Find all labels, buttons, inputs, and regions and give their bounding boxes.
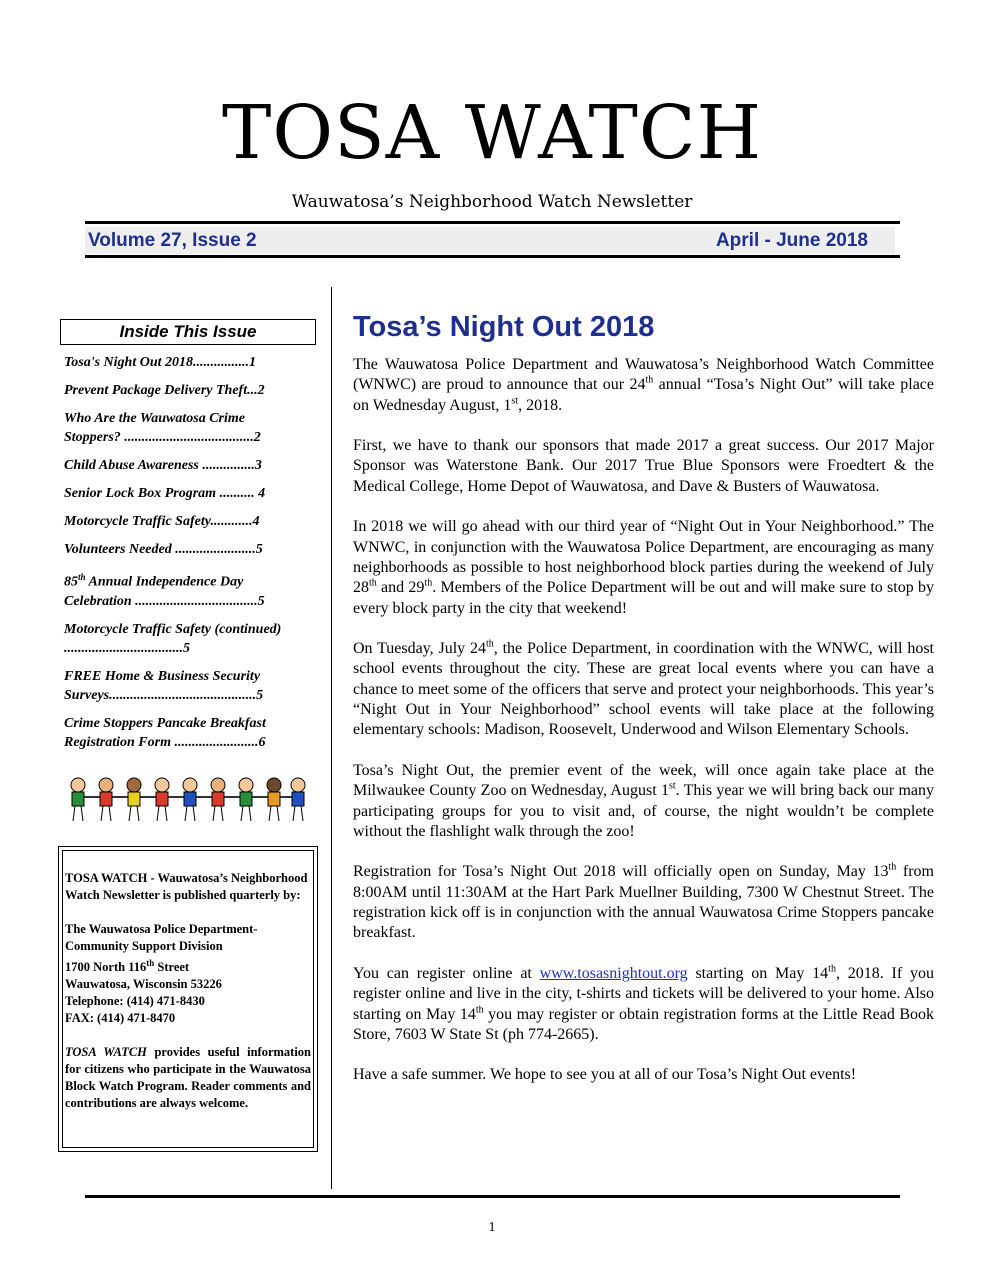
toc-item[interactable]: Child Abuse Awareness ...............3 — [64, 458, 262, 473]
website-link[interactable]: www.tosasnightout.org — [539, 964, 688, 982]
article-body — [353, 355, 934, 1106]
toc-item[interactable]: Tosa's Night Out 2018................1 — [64, 355, 257, 370]
header-rule-top — [85, 221, 900, 224]
table-of-contents — [64, 353, 298, 761]
column-divider — [331, 287, 332, 1189]
article-paragraph: Registration for Tosa’s Night Out 2018 will officially open on Sunday, May 13th from 8:00AM until 11:30AM at the Hart Park Muellner Building, 7300 W Chestnut Street. The registration kick off is in conjunction with the annual Wauwatosa Crime Stoppers pancake breakfast. — [353, 862, 934, 942]
toc-item[interactable]: Crime Stoppers Pancake Breakfast Registration Form ........................6 — [64, 715, 266, 750]
article-paragraph: You can register online at www.tosasnightout.org starting on May 14th, 2018. If you register online and live in the city, t-shirts and tickets will be delivered to your home. Also starting on May 14th you may register or obtain registration forms at the Little Read Book Store, 7603 W State St (ph 774-2665). — [353, 963, 934, 1043]
page-number: 1 — [488, 1220, 496, 1235]
volume-issue: Volume 27, Issue 2 — [88, 230, 257, 251]
toc-item[interactable]: Prevent Package Delivery Theft...2 — [64, 383, 265, 398]
info-address: The Wauwatosa Police Department- Community Support Division 1700 North 116th Street Wauwatosa, Wisconsin 53226 Telephone: (414) 471-8430 FAX: (414) 471-8470 — [65, 922, 258, 1026]
toc-item[interactable]: 85th Annual Independence Day Celebration ...................................5 — [64, 572, 265, 609]
article-paragraph: Tosa’s Night Out, the premier event of the week, will once again take place at the Milwaukee County Zoo on Wednesday, August 1st. This year we will bring back our many participating groups for you to visit and, of course, the night wouldn’t be complete without the flashlight walk through the zoo! — [353, 761, 934, 840]
toc-item[interactable]: Motorcycle Traffic Safety (continued) ..................................5 — [64, 621, 282, 656]
newsletter-title: TOSA WATCH — [222, 90, 762, 176]
publisher-info — [65, 870, 311, 1129]
article-paragraph: Have a safe summer. We hope to see you at all of our Tosa’s Night Out events! — [353, 1066, 857, 1084]
children-holding-hands-icon — [64, 775, 309, 825]
article-paragraph: In 2018 we will go ahead with our third year of “Night Out in Your Neighborhood.” The WNWC, in conjunction with the Wauwatosa Police Department, are encouraging as many neighborhoods as possible to host neighborhood block parties during the weekend of July 28th and 29th. Members of the Police Department will be out and will make sure to stop by every block party in the city that weekend! — [353, 518, 934, 617]
toc-heading: Inside This Issue — [60, 319, 316, 345]
issue-date: April - June 2018 — [715, 230, 868, 251]
article-paragraph: First, we have to thank our sponsors that made 2017 a great success. Our 2017 Major Sponsor was Waterstone Bank. Our 2017 True Blue Sponsors were Froedtert & the Medical College, Home Depot of Wauwatosa, and Dave & Busters of Wauwatosa. — [353, 437, 934, 495]
toc-item[interactable]: Senior Lock Box Program .......... 4 — [64, 486, 266, 501]
toc-item[interactable]: Motorcycle Traffic Safety............4 — [64, 514, 260, 529]
toc-item[interactable]: Volunteers Needed .......................5 — [64, 542, 263, 557]
newsletter-subtitle: Wauwatosa’s Neighborhood Watch Newsletter — [291, 192, 693, 212]
article-title: Tosa’s Night Out 2018 — [353, 311, 655, 343]
info-description: TOSA WATCH provides useful information for citizens who participate in the Wauwatosa Block Watch Program. Reader comments and contributions are always welcome. — [65, 1045, 312, 1111]
header-rule-bottom — [85, 255, 900, 258]
info-intro: TOSA WATCH - Wauwatosa’s Neighborhood Watch Newsletter is published quarterly by: — [65, 871, 308, 902]
footer-rule — [85, 1195, 900, 1198]
toc-item[interactable]: FREE Home & Business Security Surveys..........................................5 — [64, 668, 264, 703]
toc-item[interactable]: Who Are the Wauwatosa Crime Stoppers? .....................................2 — [64, 411, 261, 445]
article-paragraph: On Tuesday, July 24th, the Police Department, in coordination with the WNWC, will host school events throughout the city. These are great local events where you can have a chance to meet some of the officers that serve and protect your neighborhoods. This year’s “Night Out in Your Neighborhood” school events will take place at the following elementary schools: Madison, Roosevelt, Underwood and Wilson Elementary Schools. — [353, 638, 934, 739]
article-paragraph: The Wauwatosa Police Department and Wauwatosa’s Neighborhood Watch Committee (WNWC) are proud to announce that our 24th annual “Tosa’s Night Out” will take place on Wednesday August, 1st, 2018. — [353, 356, 935, 414]
